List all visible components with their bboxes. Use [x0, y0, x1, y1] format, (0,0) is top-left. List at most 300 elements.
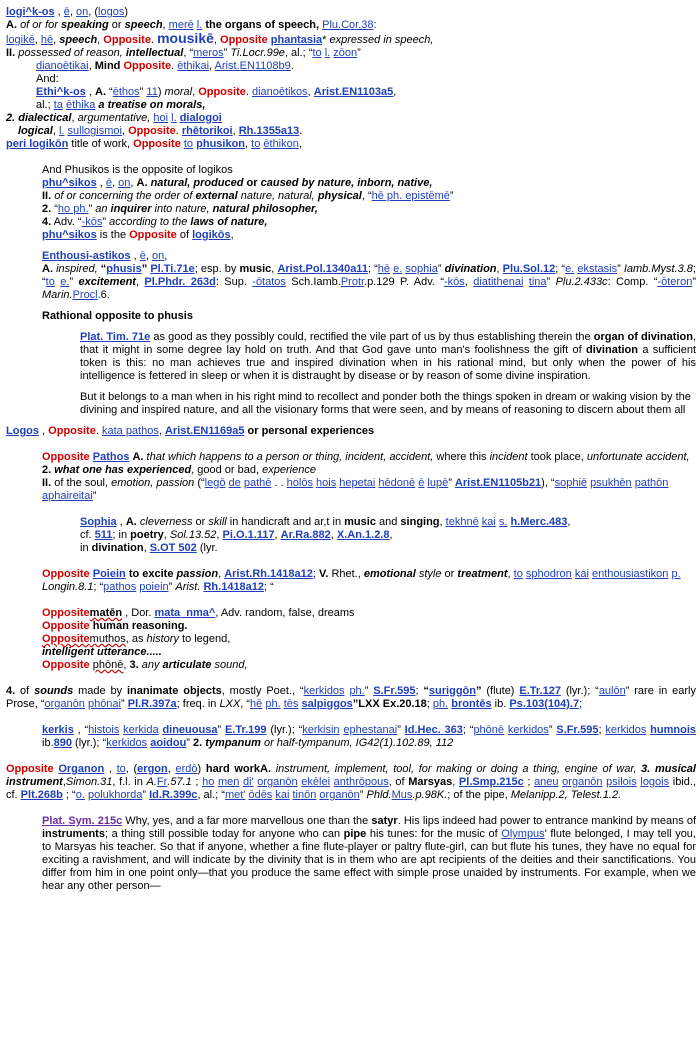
entry-line: peri logikōn title of work, Opposite to phusikon, to ēthikon, — [6, 138, 302, 150]
reference-link[interactable]: ēthos — [112, 86, 140, 98]
reference-link[interactable]: E.Tr.199 — [224, 724, 267, 736]
reference-link[interactable]: ergon — [137, 763, 168, 775]
reference-link[interactable]: phu^sikos — [42, 177, 97, 189]
reference-link[interactable]: Arist.EN1169a5 — [164, 425, 245, 437]
reference-link[interactable]: hepetai — [339, 477, 376, 489]
entry-line: al.; ta ēthika a treatise on morals, — [36, 99, 206, 111]
formatted-text: into nature, — [151, 203, 213, 215]
reference-link[interactable]: Pathos — [92, 451, 130, 463]
reference-link[interactable]: Poiein — [92, 568, 126, 580]
formatted-text: muthos — [89, 633, 126, 645]
formatted-text: Rathional opposite to phusis — [42, 310, 193, 322]
reference-link[interactable]: l. — [324, 47, 331, 59]
reference-link[interactable]: dianoētikai — [36, 60, 89, 72]
reference-link[interactable]: Plu.Cor.38 — [322, 19, 374, 31]
entry-line: Plat. Tim. 71e as good as they possibly could, rectified the vile part of us by thus establishing therein the organ of divination, that it might in some degree lay hold on truth. And that God gave unto man's foolishness the gift of divination a sufficient token is this: no man achieves true and inspired divination when in his rational mind, but only when the power of his intelligence is fettered in sleep or when it is distraught by disease or by reason of some divine inspiration. — [80, 331, 697, 382]
entry-line: Opposite Pathos A. that which happens to a person or thing, incident, accident, where this incident took place, unfortunate accident, — [42, 451, 690, 463]
reference-link[interactable]: Fr — [156, 776, 168, 788]
reference-link[interactable]: logois — [640, 776, 670, 788]
reference-link[interactable]: ēthika — [65, 99, 96, 111]
formatted-text: A. — [125, 516, 137, 528]
formatted-text: Opposite — [42, 620, 90, 632]
formatted-text: inquirer — [110, 203, 152, 215]
reference-link[interactable]: erdō — [175, 763, 198, 775]
reference-link[interactable]: sphodron — [525, 568, 572, 580]
formatted-text: satyr — [371, 815, 398, 827]
reference-link[interactable]: legō — [204, 477, 226, 489]
reference-link[interactable]: merē — [168, 19, 194, 31]
formatted-text: or half-tympanum, IG42(1).102.89, 112 — [263, 737, 454, 749]
reference-link[interactable]: organōn — [319, 789, 360, 801]
reference-link[interactable]: on — [152, 250, 165, 262]
reference-link[interactable]: di' — [242, 776, 254, 788]
reference-link[interactable]: Pl.Phdr. 263d — [144, 276, 216, 288]
entry-line: Opposite phōnē, 3. any articulate sound, — [42, 659, 248, 671]
reference-link[interactable]: hē — [250, 698, 263, 710]
reference-link[interactable]: Sophia — [80, 516, 117, 528]
reference-link[interactable]: E.Tr.127 — [519, 685, 561, 697]
reference-link[interactable]: hēdonē — [378, 477, 416, 489]
reference-link[interactable]: to — [513, 568, 523, 580]
entry-line: in divination, S.OT 502 (lyr. — [80, 542, 218, 554]
formatted-text: incident — [489, 451, 528, 463]
formatted-text: Plu.2.433c — [555, 276, 608, 288]
formatted-text: ”LXX Ex.20.18 — [352, 698, 427, 710]
reference-link[interactable]: ph. — [432, 698, 449, 710]
formatted-text: inanimate objects — [127, 685, 222, 697]
formatted-text: ” — [141, 263, 148, 275]
reference-link[interactable]: Pl.R.397a — [127, 698, 177, 710]
reference-link[interactable]: Enthousi-astikos — [42, 250, 131, 262]
formatted-text: 2. — [193, 737, 206, 749]
reference-link[interactable]: kai — [574, 568, 589, 580]
reference-link[interactable]: sophia — [405, 263, 438, 275]
reference-link[interactable]: organōn — [44, 698, 85, 710]
reference-link[interactable]: Ar.Ra.882 — [280, 529, 331, 541]
formatted-text: II. — [6, 47, 16, 59]
reference-link[interactable]: phantasia — [270, 34, 323, 46]
reference-link[interactable]: ph. — [265, 698, 281, 710]
reference-link[interactable]: hē — [377, 263, 391, 275]
formatted-text: 2. — [42, 464, 55, 476]
entry-line: Oppositematēn , Dor. mata_nma^, Adv. random, false, dreams — [42, 607, 355, 619]
formatted-text: according to the — [109, 216, 191, 228]
entry-line: II. of or concerning the order of external nature, natural, physical, “hē ph. epistēmē” — [42, 190, 454, 202]
formatted-text: Marin. — [42, 289, 73, 301]
reference-link[interactable]: phusikon — [196, 138, 246, 150]
reference-link[interactable]: on — [118, 177, 131, 189]
formatted-text: Opposite — [42, 607, 90, 619]
reference-link[interactable]: rhētorikoi — [181, 125, 233, 137]
entry-line: Opposite Poiein to excite passion, Arist.Rh.1418a12; V. Rhet., emotional style or treatment, to sphodron kai enthousiastikon p. Longin.8.1; “pathos poiein” Arist. Rh.1418a12; “ — [42, 568, 681, 593]
entry-line: Plat. Sym. 215c Why, yes, and a far more marvellous one than the satyr. His lips indeed had power to entrance mankind by means of instruments; a thing still possible today for anyone who can pipe his tunes: for the music of Olympus' flute belonged, I may tell you, to Marsyas his teacher. So that if anyone, whether a fine flute-player or paltry flute-girl, can but flute his tunes, they have no equal for exciting a ravishment, and will indicate by the divinity that is in them who are apt recipients of the deities and their sanctifications. You differ from him in one point only—that you produce the same effect with simple prose unaided by instruments. For example, when we hear any other person— — [42, 815, 697, 892]
entry-line: 4. Adv. “-kōs” according to the laws of nature, — [42, 216, 268, 228]
entry-line: A. inspired, “phusis” Pl.Ti.71e; esp. by music, Arist.Pol.1340a11; “hē e. sophia” divination, Plu.Sol.12; “e. ekstasis” Iamb.Myst.3.8; “to e.” excitement, Pl.Phdr. 263d: Sup. -ōtatos Sch.Iamb.Protr.p.129 P. Adv. “-kōs, diatithenai tina” Plu.2.433c: Comp. “-ōteron” Marin.Procl.6. — [42, 263, 696, 301]
reference-link[interactable]: kai — [275, 789, 290, 801]
spacer — [6, 438, 696, 451]
formatted-text: divination — [91, 542, 144, 554]
reference-link[interactable]: poiein — [139, 581, 169, 593]
reference-link[interactable]: polukhorda — [87, 789, 143, 801]
spacer — [6, 383, 696, 391]
reference-link[interactable]: Ps.103(104).7 — [509, 698, 580, 710]
formatted-text: Opposite — [103, 34, 151, 46]
entry-line: Sophia , A. cleverness or skill in handicraft and ar,t in music and singing, tekhnē kai s. h.Merc.483, — [80, 516, 571, 528]
reference-link[interactable]: ho ph. — [57, 203, 89, 215]
reference-link[interactable]: phōnē — [473, 724, 505, 736]
formatted-text: treatment — [457, 568, 508, 580]
entry-line: 4. of sounds made by inanimate objects, mostly Poet., “kerkidos ph.” S.Fr.595; “suriggōn” (flute) E.Tr.127 (lyr.); “aulōn” rare in early Prose, “organōn phōnai” Pl.R.397a; freq. in LXX, “hē ph. tēs salpiggos”LXX Ex.20.18; ph. brontēs ib. Ps.103(104).7; — [6, 685, 696, 710]
reference-link[interactable]: logikē — [6, 34, 35, 46]
formatted-text: laws of nature, — [190, 216, 268, 228]
reference-link[interactable]: e. — [393, 263, 403, 275]
reference-link[interactable]: ekstasis — [577, 263, 618, 275]
entry-line — [42, 646, 696, 659]
reference-link[interactable]: Id.R.399c — [149, 789, 198, 801]
reference-link[interactable]: logikōs — [192, 229, 231, 241]
reference-link[interactable]: meros — [193, 47, 224, 59]
formatted-text: what one has experienced — [54, 464, 192, 476]
formatted-text: V. — [319, 568, 329, 580]
entry-line: 2. what one has experienced, good or bad, experience — [42, 464, 316, 476]
formatted-text: excitement — [78, 276, 136, 288]
reference-link[interactable]: Arist.EN1108b9 — [214, 60, 291, 72]
formatted-text: Opposite — [220, 34, 268, 46]
reference-link[interactable]: ēthikon — [263, 138, 299, 150]
reference-link[interactable]: phusis — [106, 263, 142, 275]
reference-link[interactable]: logi^k-os — [6, 6, 55, 18]
reference-link[interactable]: anthrōpous — [333, 776, 389, 788]
formatted-text: human reasoning. — [92, 620, 188, 632]
reference-link[interactable]: kata pathos — [101, 425, 159, 437]
formatted-text: external — [195, 190, 238, 202]
reference-link[interactable]: Id.Hec. 363 — [404, 724, 463, 736]
reference-link[interactable]: Plt.268b — [20, 789, 63, 801]
reference-link[interactable]: ekēlei — [301, 776, 331, 788]
formatted-text: emotional — [363, 568, 416, 580]
reference-link[interactable]: peri logikōn — [6, 138, 69, 150]
reference-link[interactable]: Plat. Tim. 71e — [80, 331, 151, 343]
spacer — [6, 802, 696, 815]
reference-link[interactable]: enthousiastikon — [591, 568, 669, 580]
reference-link[interactable]: sophiē — [554, 477, 588, 489]
reference-link[interactable]: lupē — [427, 477, 449, 489]
reference-link[interactable]: Pi.O.1.117 — [222, 529, 275, 541]
reference-link[interactable]: Organon — [58, 763, 105, 775]
reference-link[interactable]: hē ph. epistēmē — [371, 190, 450, 202]
reference-link[interactable]: dianoētikos — [251, 86, 308, 98]
formatted-text: natural, produced — [150, 177, 244, 189]
formatted-text: 3. — [129, 659, 139, 671]
reference-link[interactable]: zōon — [333, 47, 358, 59]
reference-link[interactable]: sullogismoi — [67, 125, 122, 137]
reference-link[interactable]: Mus — [391, 789, 413, 801]
reference-link[interactable]: ho — [202, 776, 215, 788]
reference-link[interactable]: l. — [58, 125, 65, 137]
spacer — [6, 711, 696, 724]
formatted-text: logical — [18, 125, 53, 137]
formatted-text: any — [141, 659, 163, 671]
reference-link[interactable]: Rh.1355a13 — [238, 125, 300, 137]
reference-link[interactable]: l. — [171, 112, 177, 124]
spacer — [6, 503, 696, 516]
formatted-text: Marsyas — [408, 776, 453, 788]
reference-link[interactable]: tinōn — [292, 789, 317, 801]
entry-line: Logos , Opposite. kata pathos, Arist.EN1169a5 or personal experiences — [6, 425, 375, 437]
formatted-text: articulate — [162, 659, 212, 671]
formatted-text: .57.1 — [167, 776, 192, 788]
entry-line: logikē, hē, speech, Opposite. mousikē, Opposite phantasia* expressed in speech, — [6, 30, 434, 46]
reference-link[interactable]: 890 — [53, 737, 72, 749]
reference-link[interactable]: ta — [53, 99, 63, 111]
formatted-text: Opposite — [42, 659, 90, 671]
entry-line: And: — [36, 73, 59, 85]
reference-link[interactable]: pathē — [243, 477, 272, 489]
reference-link[interactable]: Procl — [72, 289, 98, 301]
reference-link[interactable]: X.An.1.2.8 — [336, 529, 390, 541]
reference-link[interactable]: aulōn — [598, 685, 626, 697]
reference-link[interactable]: aoidou — [150, 737, 187, 749]
formatted-text: Opposite — [133, 138, 181, 150]
reference-link[interactable]: on — [76, 6, 89, 18]
formatted-text: speech — [124, 19, 163, 31]
reference-link[interactable]: to — [251, 138, 261, 150]
formatted-text: intellectual — [125, 47, 184, 59]
reference-link[interactable]: Olympus — [501, 828, 545, 840]
reference-link[interactable]: Arist.EN1103a5 — [313, 86, 394, 98]
reference-link[interactable]: salpiggos — [301, 698, 353, 710]
reference-link[interactable]: Arist.Pol.1340a11 — [277, 263, 368, 275]
entry-line: II. possessed of reason, intellectual, “meros” Ti.Locr.99e, al.; “to l. zōon” — [6, 47, 361, 59]
formatted-text: instrument, implement, tool, for making or doing a thing, engine of war, — [275, 763, 637, 775]
reference-link[interactable]: ē — [105, 177, 113, 189]
reference-link[interactable]: de — [228, 477, 241, 489]
reference-link[interactable]: S.Fr.595 — [373, 685, 416, 697]
reference-link[interactable]: Ethi^k-os — [36, 86, 86, 98]
reference-link[interactable]: tēs — [283, 698, 299, 710]
formatted-text: A. — [95, 86, 106, 98]
reference-link[interactable]: l. — [196, 19, 203, 31]
reference-link[interactable]: to — [183, 138, 194, 150]
formatted-text: experience — [262, 464, 316, 476]
reference-link[interactable]: kerkidos — [507, 724, 549, 736]
entry-line: cf. 511; in poetry, Sol.13.52, Pi.O.1.117, Ar.Ra.882, X.An.1.2.8, — [80, 529, 393, 541]
reference-link[interactable]: Logos — [6, 425, 39, 437]
formatted-text: Mind — [94, 60, 124, 72]
reference-link[interactable]: 511 — [94, 529, 113, 541]
formatted-text: style — [418, 568, 442, 580]
formatted-text: cleverness — [139, 516, 193, 528]
reference-link[interactable]: phu^sikos — [42, 229, 97, 241]
reference-link[interactable]: kerkidos — [303, 685, 345, 697]
formatted-text: skill — [208, 516, 227, 528]
reference-link[interactable]: psukhēn — [590, 477, 632, 489]
formatted-text: tympanum — [205, 737, 261, 749]
reference-link[interactable]: ēthikai — [177, 60, 210, 72]
reference-link[interactable]: hoi — [153, 112, 169, 124]
reference-link[interactable]: s. — [498, 516, 508, 528]
formatted-text: speaking — [61, 19, 109, 31]
formatted-text: organ of divination — [593, 331, 693, 343]
reference-link[interactable]: organōn — [257, 776, 298, 788]
formatted-text: A. — [132, 451, 144, 463]
reference-link[interactable]: h.Merc.483 — [510, 516, 568, 528]
reference-link[interactable]: met' — [224, 789, 246, 801]
entry-line: Ethi^k-os , A. “ēthos” 11) moral, Opposite. dianoētikos, Arist.EN1103a5, — [36, 86, 397, 98]
reference-link[interactable]: Rh.1418a12 — [203, 581, 265, 593]
reference-link[interactable]: 11 — [146, 86, 158, 98]
formatted-text: music — [344, 516, 376, 528]
formatted-text: or personal experiences — [244, 425, 375, 437]
formatted-text: history — [146, 633, 179, 645]
formatted-text: “ — [423, 685, 429, 697]
reference-link[interactable]: Plu.Sol.12 — [502, 263, 556, 275]
reference-link[interactable]: tekhnē — [445, 516, 479, 528]
reference-link[interactable]: pathōn — [634, 477, 669, 489]
reference-link[interactable]: e. — [60, 276, 70, 288]
reference-link[interactable]: humnois — [650, 724, 696, 736]
reference-link[interactable]: -kōs — [81, 216, 103, 228]
formatted-text: passion — [176, 568, 219, 580]
formatted-text: Simon.31 — [65, 776, 113, 788]
reference-link[interactable]: aphaireitai — [42, 490, 93, 502]
formatted-text: Sol.13.52 — [169, 529, 217, 541]
entry-line: 2. dialectical, argumentative, hoi l. dialogoi — [6, 112, 222, 124]
reference-link[interactable]: e. — [565, 263, 575, 275]
reference-link[interactable]: Protr — [340, 276, 365, 288]
reference-link[interactable]: men — [217, 776, 240, 788]
formatted-text: divination — [586, 344, 638, 356]
formatted-text: II. — [42, 477, 52, 489]
formatted-text: caused by nature, inborn, native, — [260, 177, 433, 189]
reference-link[interactable]: ōdēs — [248, 789, 273, 801]
reference-link[interactable]: ē — [63, 6, 70, 18]
reference-link[interactable]: S.Fr.595 — [556, 724, 599, 736]
reference-link[interactable]: psilois — [606, 776, 637, 788]
reference-link[interactable]: Plat. Sym. 215c — [42, 815, 123, 827]
reference-link[interactable]: dineuousa — [162, 724, 218, 736]
formatted-text: Opposite — [6, 763, 54, 775]
formatted-text: Phld. — [366, 789, 392, 801]
formatted-text: poetry — [130, 529, 164, 541]
formatted-text: Opposite — [129, 229, 177, 241]
reference-link[interactable]: kai — [481, 516, 496, 528]
entry-line: But it belongs to a man when in his right mind to recollect and ponder both the things spoken in dream or waking vision by the divining and inspired nature, and all the visionary forms that were seen, and by means of reasoning to discern about them all — [80, 391, 691, 416]
reference-link[interactable]: aneu — [534, 776, 559, 788]
reference-link[interactable]: brontēs — [451, 698, 492, 710]
reference-link[interactable]: suriggōn — [428, 685, 476, 697]
reference-link[interactable]: to — [45, 276, 55, 288]
formatted-text: that which happens to a person or thing, incident, accident, — [146, 451, 437, 463]
entry-line: logi^k-os , ē, on, (logos) — [6, 6, 129, 18]
reference-link[interactable]: o. — [75, 789, 85, 801]
reference-link[interactable]: tina — [528, 276, 547, 288]
formatted-text: Opposite — [42, 451, 90, 463]
reference-link[interactable]: pathos — [103, 581, 137, 593]
reference-link[interactable]: hē — [40, 34, 54, 46]
spacer — [6, 417, 696, 425]
reference-link[interactable]: -ōteron — [657, 276, 693, 288]
formatted-text: inspired, — [56, 263, 101, 275]
reference-link[interactable]: kerkisin — [302, 724, 340, 736]
spacer — [6, 323, 696, 331]
formatted-text: moral — [164, 86, 193, 98]
reference-link[interactable]: logos — [98, 6, 125, 18]
reference-link[interactable]: diatithenai — [473, 276, 524, 288]
spacer — [6, 672, 696, 685]
reference-link[interactable]: Arist.Rh.1418a12 — [224, 568, 313, 580]
entry-line: And Phusikos is the opposite of logikos — [42, 164, 233, 176]
reference-link[interactable]: holōs — [286, 477, 313, 489]
formatted-text: Melanipp.2, Telest.1.2. — [510, 789, 622, 801]
reference-link[interactable]: ē — [139, 250, 146, 262]
reference-link[interactable]: histois — [88, 724, 120, 736]
reference-link[interactable]: kerkis — [42, 724, 74, 736]
reference-link[interactable]: -ōtatos — [252, 276, 286, 288]
reference-link[interactable]: ph. — [349, 685, 365, 697]
formatted-text: 4. — [42, 216, 52, 228]
formatted-text: II. — [42, 190, 52, 202]
formatted-text: of or concerning the order of — [54, 190, 196, 202]
entry-line — [42, 310, 696, 323]
formatted-text: Opposite — [42, 633, 90, 645]
formatted-text: natural philosopher, — [212, 203, 318, 215]
reference-link[interactable]: Pl.Ti.71e — [150, 263, 195, 275]
formatted-text: Opposite — [128, 125, 176, 137]
reference-link[interactable]: ephestanai — [343, 724, 398, 736]
formatted-text: Opposite — [42, 568, 90, 580]
formatted-text: emotion, passion — [111, 477, 195, 489]
formatted-text: instruments — [42, 828, 105, 840]
entry-line: II. of the soul, emotion, passion (“legō de pathē . . holōs hois hepetai hēdonē ē lupē” Arist.EN1105b21), “sophiē psukhēn pathōn aphaireitai” — [42, 477, 669, 502]
reference-link[interactable]: dialogoi — [179, 112, 222, 124]
formatted-text: .p.98K. — [412, 789, 448, 801]
spacer — [6, 594, 696, 607]
formatted-text: music — [239, 263, 272, 275]
formatted-text: sound, — [214, 659, 248, 671]
reference-link[interactable]: phōnai — [87, 698, 121, 710]
entry-line: Oppositemuthos, as history to legend, — [42, 633, 231, 645]
reference-link[interactable]: kerkidos — [106, 737, 148, 749]
reference-link[interactable]: S.OT 502 — [149, 542, 197, 554]
spacer — [6, 242, 696, 250]
formatted-text: Arist. — [175, 581, 201, 593]
formatted-text: possessed of reason, — [18, 47, 126, 59]
reference-link[interactable]: to — [116, 763, 126, 775]
reference-link[interactable]: hois — [316, 477, 337, 489]
reference-link[interactable]: mata_nma^ — [154, 607, 216, 619]
reference-link[interactable]: kerkidos — [605, 724, 647, 736]
entry-line: A. of or for speaking or speech, merē l. the organs of speech, Plu.Cor.38: — [6, 19, 377, 31]
reference-link[interactable]: to — [312, 47, 322, 59]
formatted-text: argumentative, — [77, 112, 154, 124]
reference-link[interactable]: p. — [671, 568, 681, 580]
reference-link[interactable]: organōn — [562, 776, 603, 788]
reference-link[interactable]: Pl.Smp.215c — [458, 776, 524, 788]
entry-line: Opposite Organon , to, (ergon, erdō) hard workA. instrument, implement, tool, for making or doing a thing, engine of war, 3. musical instrument,Simon.31, f.l. in A.Fr.57.1 ; ho men di' organōn ekēlei anthrōpous, of Marsyas, Pl.Smp.215c ; aneu organōn psilois logois ibid., cf. Plt.268b ; “o. polukhorda” Id.R.399c, al.; “met' ōdēs kai tinōn organōn” Phld.Mus.p.98K.; of the pipe, Melanipp.2, Telest.1.2. — [6, 763, 696, 801]
entry-line: dianoētikai, Mind Opposite. ēthikai, Arist.EN1108b9. — [36, 60, 294, 72]
formatted-text: hard workA. — [205, 763, 272, 775]
reference-link[interactable]: ē — [418, 477, 425, 489]
reference-link[interactable]: Arist.EN1105b21 — [454, 477, 542, 489]
formatted-text: phōnē — [92, 659, 124, 671]
reference-link[interactable]: kerkida — [123, 724, 159, 736]
formatted-text: LXX — [219, 698, 241, 710]
reference-link[interactable]: -kōs — [444, 276, 465, 288]
formatted-text: “ — [100, 263, 107, 275]
formatted-text: divination — [444, 263, 497, 275]
formatted-text: or — [243, 177, 261, 189]
